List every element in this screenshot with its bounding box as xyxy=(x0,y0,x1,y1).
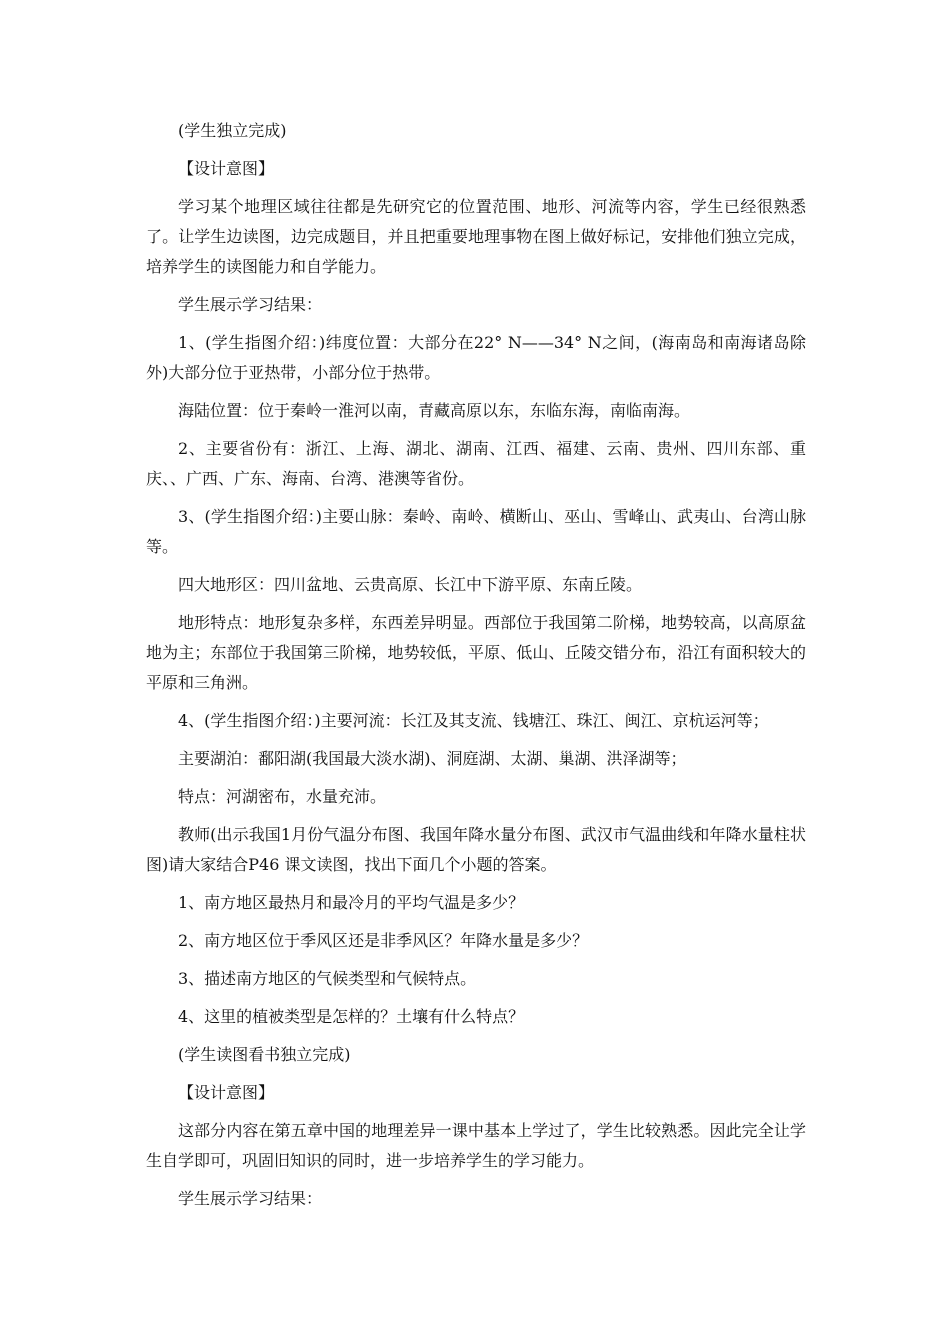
paragraph-latitude: 1、(学生指图介绍：)纬度位置：大部分在22° N——34° N之间，(海南岛和南海诸岛除外)大部分位于亚热带，小部分位于热带。 xyxy=(146,333,806,382)
paragraph-reading-note: (学生读图看书独立完成) xyxy=(178,1045,351,1064)
paragraph-sea-land: 海陆位置：位于秦岭一淮河以南，青藏高原以东，东临东海，南临南海。 xyxy=(178,401,691,420)
paragraph-results-heading: 学生展示学习结果： xyxy=(178,295,323,314)
paragraph-design-intent: 学习某个地理区域往往都是先研究它的位置范围、地形、河流等内容，学生已经很熟悉了。让学生边读图，边完成题目，并且把重要地理事物在图上做好标记，安排他们独立完成，培养学生的读图能力和自学能力。 xyxy=(146,197,806,276)
paragraph-task-note: (学生独立完成) xyxy=(178,121,287,140)
paragraph-design-heading-2: 【设计意图】 xyxy=(178,1083,275,1102)
document-body xyxy=(146,116,806,1222)
question-item: 4、这里的植被类型是怎样的？土壤有什么特点？ xyxy=(178,1007,525,1026)
paragraph-landforms: 四大地形区：四川盆地、云贵高原、长江中下游平原、东南丘陵。 xyxy=(178,575,643,594)
question-item: 3、描述南方地区的气候类型和气候特点。 xyxy=(178,969,477,988)
paragraph-design-heading: 【设计意图】 xyxy=(178,159,275,178)
paragraph-water-features: 特点：河湖密布，水量充沛。 xyxy=(178,787,387,806)
paragraph-terrain-features: 地形特点：地形复杂多样，东西差异明显。西部位于我国第二阶梯，地势较高，以高原盆地为主；东部位于我国第三阶梯，地势较低，平原、低山、丘陵交错分布，沿江有面积较大的平原和三角洲。 xyxy=(146,613,806,692)
paragraph-results-heading-2: 学生展示学习结果： xyxy=(178,1189,323,1208)
paragraph-teacher-instruction: 教师(出示我国1月份气温分布图、我国年降水量分布图、武汉市气温曲线和年降水量柱状图)请大家结合P46 课文读图，找出下面几个小题的答案。 xyxy=(146,825,806,874)
paragraph-lakes: 主要湖泊：鄱阳湖(我国最大淡水湖)、洞庭湖、太湖、巢湖、洪泽湖等； xyxy=(178,749,687,768)
paragraph-rivers: 4、(学生指图介绍：)主要河流：长江及其支流、钱塘江、珠江、闽江、京杭运河等； xyxy=(178,711,769,730)
question-item: 2、南方地区位于季风区还是非季风区？年降水量是多少？ xyxy=(178,931,589,950)
question-item: 1、南方地区最热月和最冷月的平均气温是多少？ xyxy=(178,893,525,912)
paragraph-provinces: 2、主要省份有：浙江、上海、湖北、湖南、江西、福建、云南、贵州、四川东部、重庆、、广西、广东、海南、台湾、港澳等省份。 xyxy=(146,439,806,488)
paragraph-mountains: 3、(学生指图介绍：)主要山脉：秦岭、南岭、横断山、巫山、雪峰山、武夷山、台湾山脉等。 xyxy=(146,507,806,556)
paragraph-design-intent-2: 这部分内容在第五章中国的地理差异一课中基本上学过了，学生比较熟悉。因此完全让学生自学即可，巩固旧知识的同时，进一步培养学生的学习能力。 xyxy=(146,1121,806,1170)
